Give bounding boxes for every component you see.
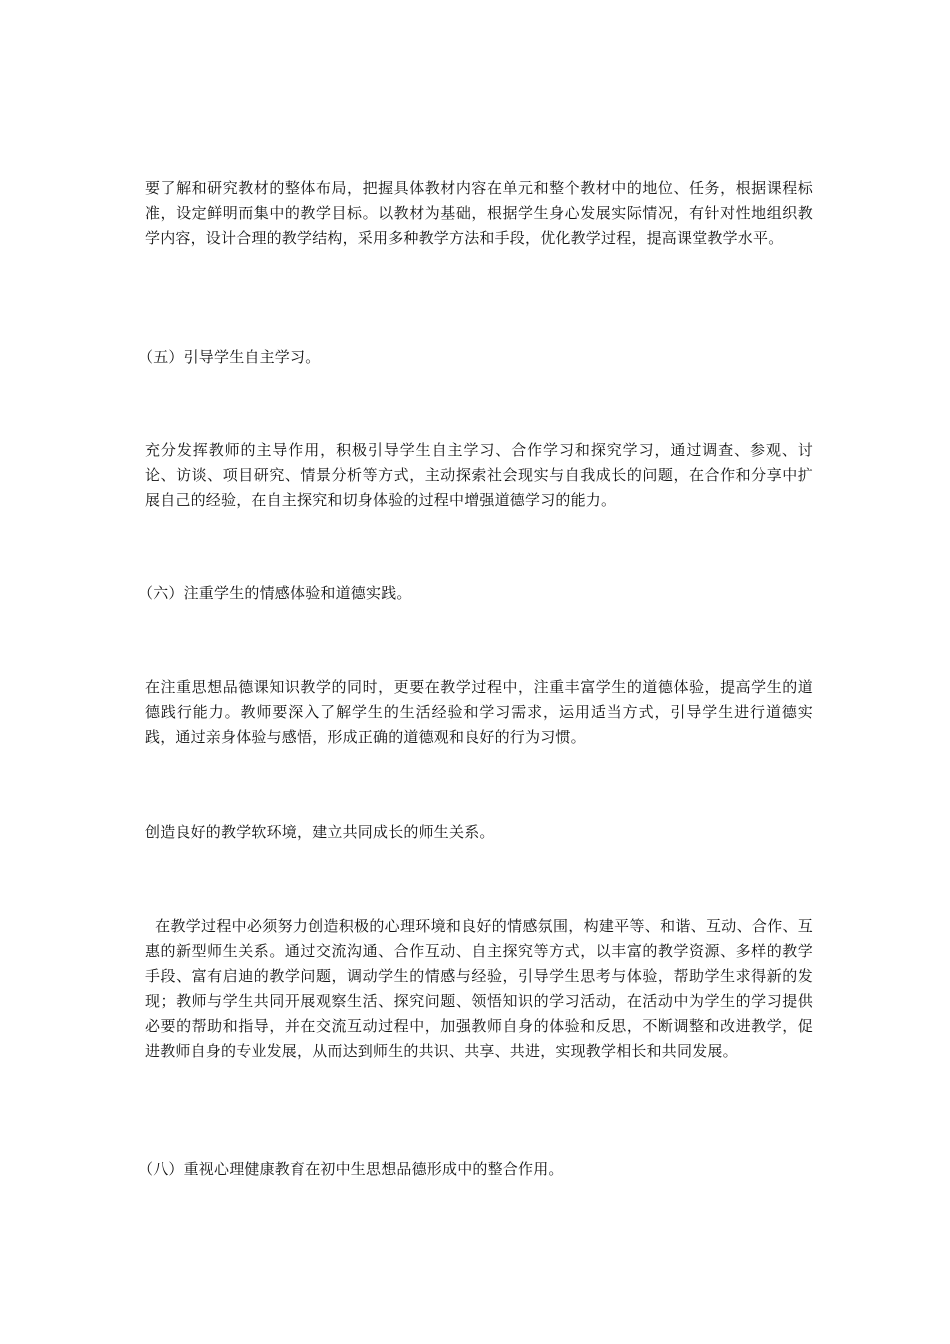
- heading-section-8: （八）重视心理健康教育在初中生思想品德形成中的整合作用。: [138, 1160, 564, 1178]
- paragraph-moral-practice: 在注重思想品德课知识教学的同时，更要在教学过程中，注重丰富学生的道德体验，提高学生的道德践行能力。教师要深入了解学生的生活经验和学习需求，运用适当方式，引导学生进行道德实践，通过亲身体验与感悟，形成正确的道德观和良好的行为习惯。: [145, 678, 813, 746]
- paragraph-psychological-environment: 在教学过程中必须努力创造积极的心理环境和良好的情感氛围，构建平等、和谐、互动、合作、互惠的新型师生关系。通过交流沟通、合作互动、自主探究等方式，以丰富的教学资源、多样的教学手段、富有启迪的教学问题，调动学生的情感与经验，引导学生思考与体验，帮助学生求得新的发现；教师与学生共同开展观察生活、探究问题、领悟知识的学习活动，在活动中为学生的学习提供必要的帮助和指导，并在交流互动过程中，加强教师自身的体验和反思，不断调整和改进教学，促进教师自身的专业发展，从而达到师生的共识、共享、共进，实现教学相长和共同发展。: [145, 917, 813, 1060]
- paragraph-teaching-materials: 要了解和研究教材的整体布局，把握具体教材内容在单元和整个教材中的地位、任务，根据课程标准，设定鲜明而集中的教学目标。以教材为基础，根据学生身心发展实际情况，有针对性地组织教学内容，设计合理的教学结构，采用多种教学方法和手段，优化教学过程，提高课堂教学水平。: [145, 179, 813, 247]
- paragraph-teacher-student-relationship-title: 创造良好的教学软环境，建立共同成长的师生关系。: [145, 823, 495, 841]
- paragraph-autonomous-learning: 充分发挥教师的主导作用，积极引导学生自主学习、合作学习和探究学习，通过调查、参观、讨论、访谈、项目研究、情景分析等方式，主动探索社会现实与自我成长的问题，在合作和分享中扩展自己的经验，在自主探究和切身体验的过程中增强道德学习的能力。: [145, 441, 813, 509]
- heading-section-6: （六）注重学生的情感体验和道德实践。: [138, 584, 412, 602]
- heading-section-5: （五）引导学生自主学习。: [138, 348, 321, 366]
